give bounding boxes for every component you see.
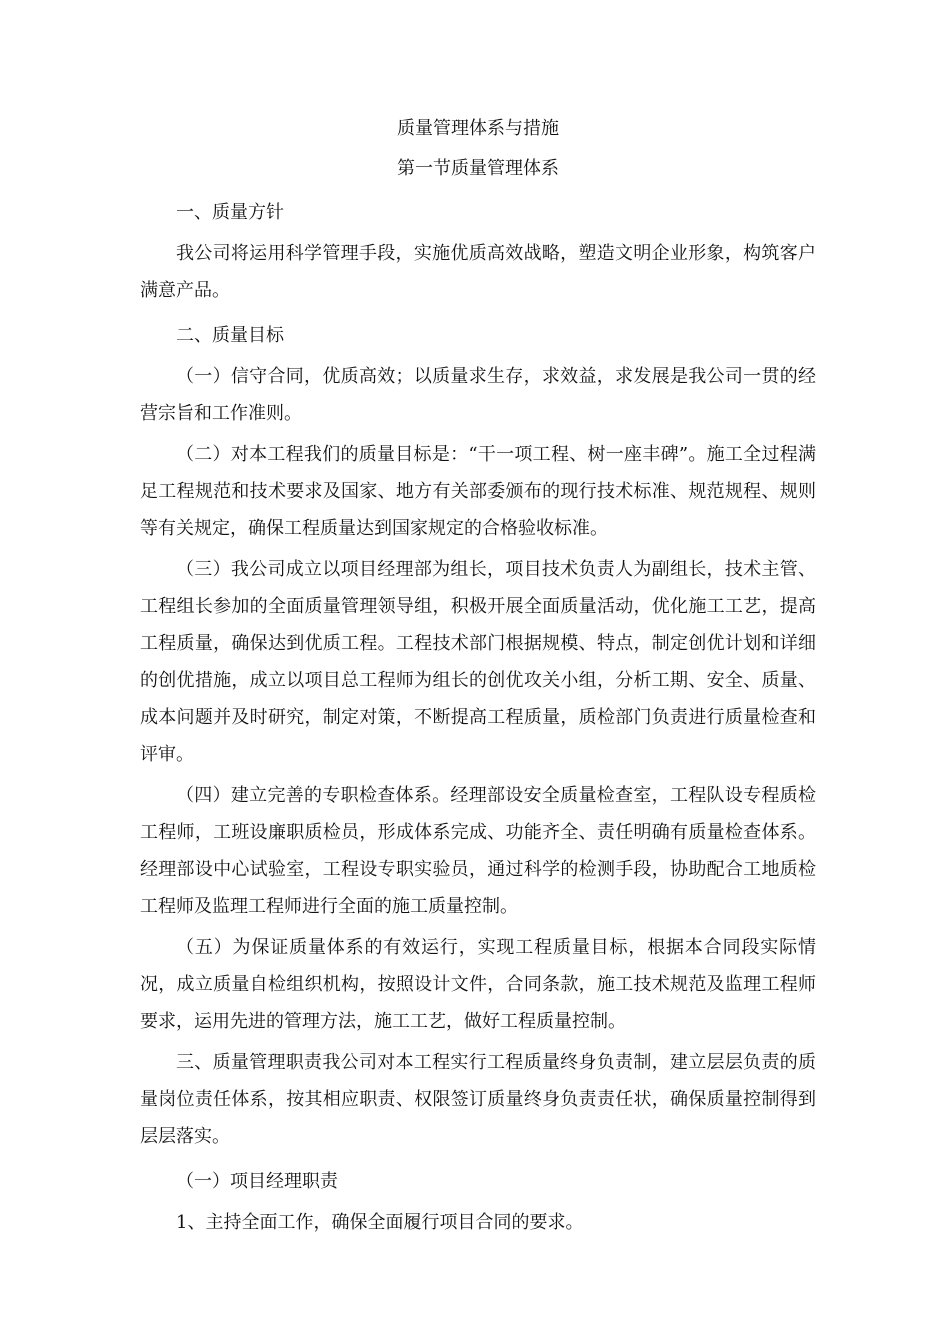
paragraph-objective-2: （二）对本工程我们的质量目标是：“干一项工程、树一座丰碑”。施工全过程满足工程规范和技术要求及国家、地方有关部委颁布的现行技术标准、规范规程、规则等有关规定，确保工程质量达到国家规定的合格验收标准。 [140, 444, 816, 539]
paragraph-objective-5: （五）为保证质量体系的有效运行，实现工程质量目标，根据本合同段实际情况，成立质量自检组织机构，按照设计文件，合同条款，施工技术规范及监理工程师要求，运用先进的管理方法，施工工艺，做好工程质量控制。 [140, 937, 816, 1032]
paragraph-quality-policy: 我公司将运用科学管理手段，实施优质高效战略，塑造文明企业形象，构筑客户满意产品。 [140, 243, 816, 301]
heading-quality-policy: 一、质量方针 [176, 202, 284, 223]
paragraph-objective-1: （一）信守合同，优质高效；以质量求生存，求效益，求发展是我公司一贯的经营宗旨和工作准则。 [140, 366, 816, 424]
paragraph-duty-1: 1、主持全面工作，确保全面履行项目合同的要求。 [176, 1212, 584, 1233]
section-title: 第一节质量管理体系 [397, 158, 559, 179]
heading-quality-objectives: 二、质量目标 [176, 325, 284, 346]
paragraph-quality-responsibilities: 三、质量管理职责我公司对本工程实行工程质量终身负责制，建立层层负责的质量岗位责任体系，按其相应职责、权限签订质量终身负责责任状，确保质量控制得到层层落实。 [140, 1052, 816, 1147]
paragraph-objective-3: （三）我公司成立以项目经理部为组长，项目技术负责人为副组长，技术主管、工程组长参加的全面质量管理领导组，积极开展全面质量活动，优化施工工艺，提高工程质量，确保达到优质工程。工程技术部门根据规模、特点，制定创优计划和详细的创优措施，成立以项目总工程师为组长的创优攻关小组，分析工期、安全、质量、成本问题并及时研究，制定对策，不断提高工程质量，质检部门负责进行质量检查和评审。 [140, 559, 816, 765]
document-body [140, 112, 816, 1241]
paragraph-objective-4: （四）建立完善的专职检查体系。经理部设安全质量检查室，工程队设专程质检工程师，工班设廉职质检员，形成体系完成、功能齐全、责任明确有质量检查体系。经理部设中心试验室，工程设专职实验员，通过科学的检测手段，协助配合工地质检工程师及监理工程师进行全面的施工质量控制。 [140, 785, 816, 917]
heading-project-manager-duties: （一）项目经理职责 [176, 1171, 338, 1192]
document-title: 质量管理体系与措施 [397, 118, 559, 139]
